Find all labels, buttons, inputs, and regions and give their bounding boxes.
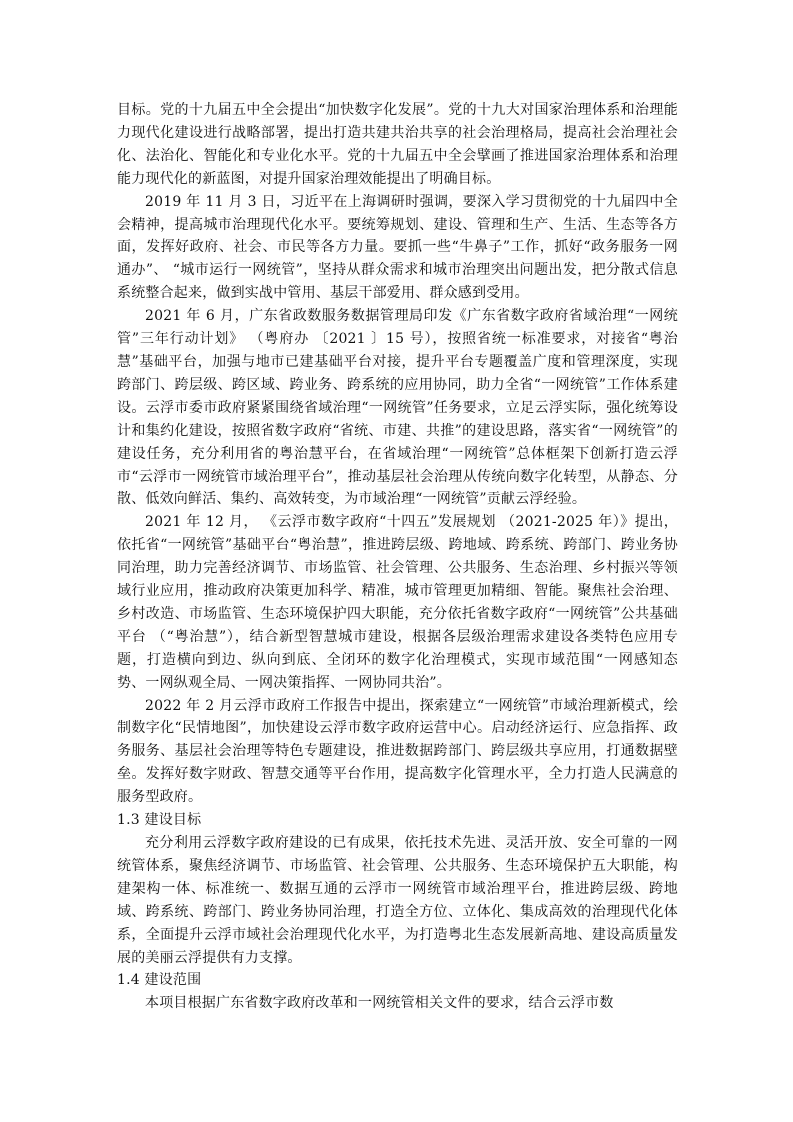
paragraph-2022-report: 2022 年 2 月云浮市政府工作报告中提出，探索建立“一网统管”市域治理新模式，绘制数字化“民情地图”，加快建设云浮市数字政府运营中心。启动经济运行、应急指挥、政务服务、基层社会治理等特色专题建设，推进数据跨部门、跨层级共享应用，打通数据壁垒。发挥好数字财政、智慧交通等平台作用，提高数字化管理水平，全力打造人民满意的服务型政府。 — [117, 697, 678, 806]
paragraph-construction-scope: 本项目根据广东省数字政府改革和一网统管相关文件的要求，结合云浮市数 — [145, 995, 614, 1012]
paragraph-intro-continuation: 目标。党的十九届五中全会提出“加快数字化发展”。党的十九大对国家治理体系和治理能力现代化建设进行战略部署，提出打造共建共治共享的社会治理格局，提高社会治理社会化、法治化、智能化和专业化水平。党的十九届五中全会擘画了推进国家治理体系和治理能力现代化的新蓝图，对提升国家治理效能提出了明确目标。 — [117, 102, 678, 187]
paragraph-construction-goals: 充分利用云浮数字政府建设的已有成果，依托技术先进、灵活开放、安全可靠的一网统管体系，聚焦经济调节、市场监管、社会管理、公共服务、生态环境保护五大职能，构建架构一体、标准统一、数据互通的云浮市一网统管市域治理平台，推进跨层级、跨地域、跨系统、跨部门、跨业务协同治理，打造全方位、立体化、集成高效的治理现代化体系，全面提升云浮市域社会治理现代化水平，为打造粤北生态发展新高地、建设高质量发展的美丽云浮提供有力支撑。 — [117, 835, 678, 966]
section-heading-construction-goals: 1.3 建设目标 — [117, 812, 202, 829]
section-heading-construction-scope: 1.4 建设范围 — [117, 972, 202, 989]
paragraph-2019-shanghai: 2019 年 11 月 3 日，习近平在上海调研时强调，要深入学习贯彻党的十九届四中全会精神，提高城市治理现代化水平。要统筹规划、建设、管理和生产、生活、生态等各方面，发挥好政府、社会、市民等各方力量。要抓一些“牛鼻子”工作，抓好“政务服务一网通办”、 “城市运行一网统管”，坚持从群众需求和城市治理突出问题出发，把分散式信息系统整合起来，做到实战中管用、基层干部爱用、群众感到受用。 — [117, 193, 678, 302]
document-page — [117, 99, 678, 1015]
paragraph-2021-june-plan: 2021 年 6 月，广东省政数服务数据管理局印发《广东省数字政府省域治理“一网统管”三年行动计划》 （粤府办 〔2021 〕15 号），按照省统一标准要求，对接省“粤治慧”基础平台，加强与地市已建基础平台对接，提升平台专题覆盖广度和管理深度，实现跨部门、跨层级、跨区域、跨业务、跨系统的应用协同，助力全省“一网统管”工作体系建设。云浮市委市政府紧紧围绕省域治理“一网统管”任务要求，立足云浮实际，强化统筹设计和集约化建设，按照省数字政府“省统、市建、共推”的建设思路，落实省“一网统管”的建设任务，充分利用省的粤治慧平台，在省域治理“一网统管”总体框架下创新打造云浮市“云浮市一网统管市域治理平台”，推动基层社会治理从传统向数字化转型，从静态、分散、低效向鲜活、集约、高效转变，为市域治理“一网统管”贡献云浮经验。 — [117, 308, 678, 508]
paragraph-2021-december-plan: 2021 年 12 月， 《云浮市数字政府“十四五”发展规划 （2021-2025 年）》提出，依托省“一网统管”基础平台“粤治慧”，推进跨层级、跨地域、跨系统、跨部门、跨业务协同治理，助力完善经济调节、市场监管、社会管理、公共服务、生态治理、乡村振兴等领域行业应用，推动政府决策更加科学、精准，城市管理更加精细、智能。聚焦社会治理、乡村改造、市场监管、生态环境保护四大职能，充分依托省数字政府“一网统管”公共基础平台 （“粤治慧”），结合新型智慧城市建设，根据各层级治理需求建设各类特色应用专题，打造横向到边、纵向到底、全闭环的数字化治理模式，实现市域范围“一网感知态势、一网纵观全局、一网决策指挥、一网协同共治”。 — [117, 514, 678, 691]
